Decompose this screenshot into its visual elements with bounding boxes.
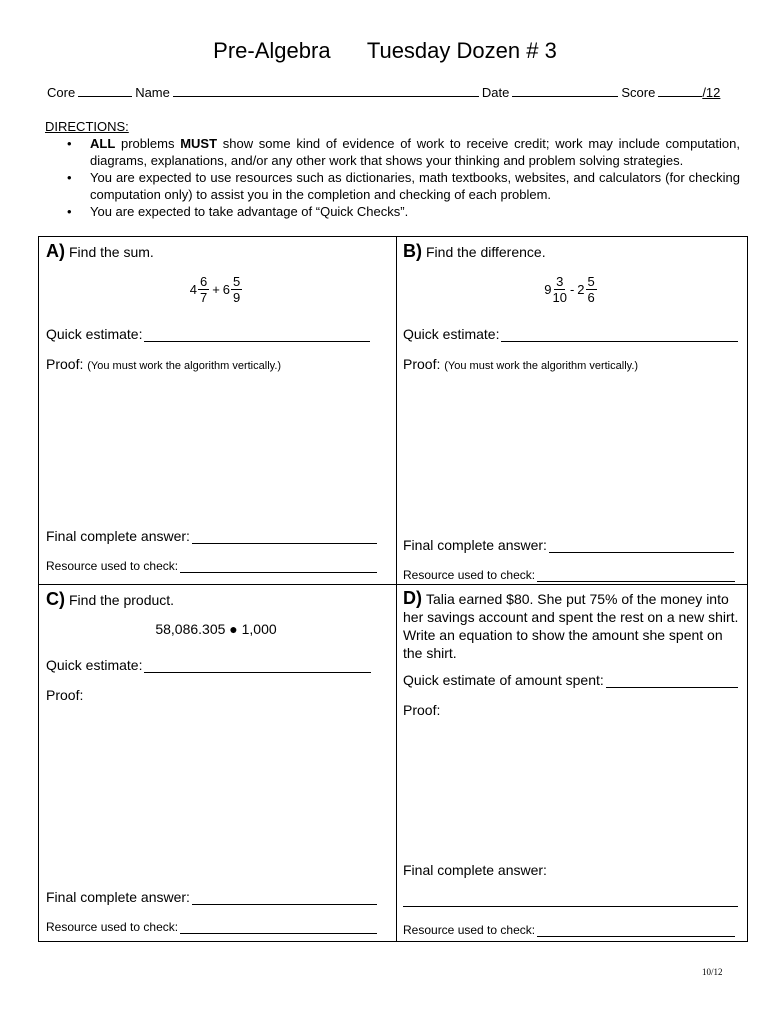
name-field[interactable] <box>173 84 479 97</box>
problem-c-final <box>46 889 377 905</box>
directions-item <box>45 135 740 169</box>
problem-c-proof: Proof: <box>46 687 84 703</box>
estimate-answer-line[interactable] <box>501 328 738 342</box>
fraction <box>231 274 242 305</box>
numerator: 5 <box>233 274 241 289</box>
resource-line[interactable] <box>180 561 377 573</box>
score-label: Score <box>621 85 656 100</box>
directions-item: • You are expected to take advantage of “Quick Checks”. <box>45 203 740 220</box>
final-answer-line[interactable] <box>403 906 738 907</box>
directions-text: show some kind of evidence of work to receive credit; work may include computation, diagrams, explanations, and/or any other work that shows your thinking and problem solving strategies. <box>90 136 740 168</box>
problem-d <box>403 589 739 662</box>
denominator: 7 <box>199 290 208 305</box>
problem-a-expression <box>46 274 386 305</box>
problem-b-prompt: Find the difference. <box>426 244 546 260</box>
estimate-answer-line[interactable] <box>144 659 371 673</box>
problem-a <box>46 241 386 262</box>
problem-c-estimate <box>46 657 371 673</box>
problem-b-proof <box>403 356 638 372</box>
numerator: 3 <box>556 274 564 289</box>
problem-b-letter: B) <box>403 241 422 261</box>
final-answer-label: Final complete answer: <box>46 889 190 905</box>
operator: - <box>569 282 575 297</box>
problem-d-estimate <box>403 672 738 688</box>
mixed-number-whole: 6 <box>222 282 231 297</box>
estimate-label: Quick estimate: <box>403 326 500 342</box>
numerator: 6 <box>199 274 208 289</box>
operator: + <box>212 282 220 297</box>
proof-label: Proof: <box>403 356 441 372</box>
problem-a-letter: A) <box>46 241 65 261</box>
problem-c-resource <box>46 920 377 934</box>
problem-c <box>46 589 386 610</box>
problem-a-prompt: Find the sum. <box>69 244 154 260</box>
problem-a-proof <box>46 356 281 372</box>
problem-b-title <box>403 241 738 262</box>
grid-vertical-divider <box>396 236 397 942</box>
problem-d-final-label: Final complete answer: <box>403 862 547 878</box>
fraction <box>586 274 597 305</box>
final-answer-line[interactable] <box>549 539 734 553</box>
directions <box>45 118 740 220</box>
problem-c-letter: C) <box>46 589 65 609</box>
problem-c-expression: 58,086.305 ● 1,000 <box>155 621 277 637</box>
core-field[interactable] <box>78 84 132 97</box>
resource-label: Resource used to check: <box>403 923 536 937</box>
name-label: Name <box>135 85 170 100</box>
problem-b-estimate <box>403 326 738 342</box>
resource-label: Resource used to check: <box>46 559 179 573</box>
resource-label: Resource used to check: <box>403 568 536 582</box>
mixed-number-whole: 2 <box>577 282 585 297</box>
resource-line[interactable] <box>537 925 735 937</box>
final-answer-line[interactable] <box>192 530 377 544</box>
fraction <box>198 274 209 305</box>
date-field[interactable] <box>512 84 618 97</box>
problem-d-resource <box>403 923 735 937</box>
proof-label: Proof: <box>46 356 84 372</box>
problem-a-title <box>46 241 386 262</box>
student-info-line <box>47 84 739 100</box>
denominator: 10 <box>552 290 567 305</box>
mixed-number-whole: 9 <box>544 282 552 297</box>
proof-note: (You must work the algorithm vertically.) <box>444 360 639 372</box>
emphasis-must: MUST <box>180 136 218 151</box>
estimate-label: Quick estimate: <box>46 657 143 673</box>
problem-d-prompt: Talia earned $80. She put 75% of the money into her savings account and spent the rest on a new shirt. Write an equation to show the amount she spent on the shirt. <box>403 591 739 661</box>
proof-note: (You must work the algorithm vertically.) <box>87 360 282 372</box>
core-label: Core <box>47 85 76 100</box>
problem-d-letter: D) <box>403 588 422 608</box>
page-footer-code: 10/12 <box>702 967 723 977</box>
fraction <box>552 274 566 305</box>
resource-line[interactable] <box>537 570 735 582</box>
final-answer-label: Final complete answer: <box>403 537 547 553</box>
date-label: Date <box>481 85 510 100</box>
denominator: 9 <box>233 290 241 305</box>
score-field[interactable] <box>658 84 702 97</box>
resource-line[interactable] <box>180 922 377 934</box>
estimate-label: Quick estimate of amount spent: <box>403 672 604 688</box>
problem-c-prompt: Find the product. <box>69 592 175 608</box>
directions-text: problems <box>115 136 181 151</box>
numerator: 5 <box>587 274 595 289</box>
directions-heading: DIRECTIONS: <box>45 119 129 134</box>
emphasis-all: ALL <box>90 136 116 151</box>
problem-b <box>403 241 738 262</box>
final-answer-line[interactable] <box>192 891 377 905</box>
directions-item: • You are expected to use resources such as dictionaries, math textbooks, websites, and calculators (for checking computation only) to assist you in the completion and checking of each problem. <box>45 169 740 203</box>
directions-list <box>45 135 740 220</box>
estimate-label: Quick estimate: <box>46 326 143 342</box>
problem-b-expression <box>403 274 738 305</box>
mixed-number-whole: 4 <box>189 282 197 297</box>
final-answer-label: Final complete answer: <box>46 528 190 544</box>
problem-b-final <box>403 537 734 553</box>
problem-b-resource <box>403 568 735 582</box>
resource-label: Resource used to check: <box>46 920 179 934</box>
problem-a-final <box>46 528 377 544</box>
estimate-answer-line[interactable] <box>144 328 370 342</box>
estimate-answer-line[interactable] <box>606 674 738 688</box>
problem-a-resource <box>46 559 377 573</box>
denominator: 6 <box>587 290 595 305</box>
problem-d-proof: Proof: <box>403 702 441 718</box>
problem-c-title <box>46 589 386 610</box>
problem-a-estimate <box>46 326 370 342</box>
grid-horizontal-divider <box>38 584 748 585</box>
score-total: /12 <box>702 85 721 100</box>
page-title: Pre-Algebra Tuesday Dozen # 3 <box>213 38 557 63</box>
